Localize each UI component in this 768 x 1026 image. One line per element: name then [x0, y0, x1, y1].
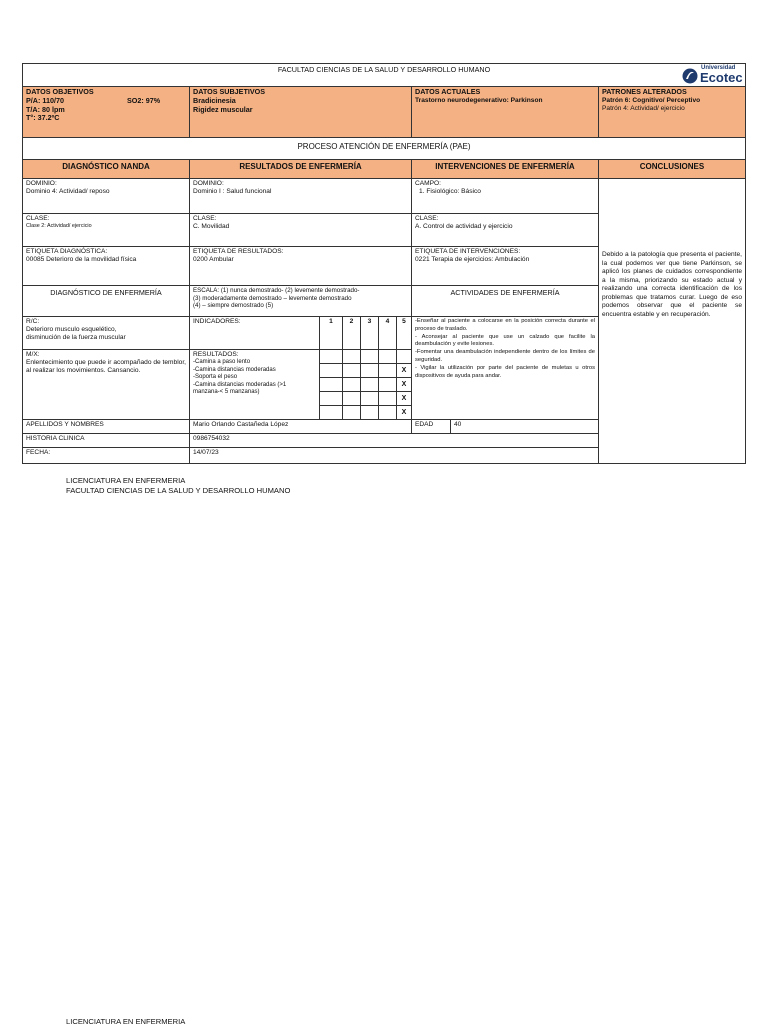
edad-value: 40: [454, 421, 462, 428]
int-clase-value: A. Control de actividad y ejercicio: [415, 223, 513, 231]
actividades-title-cell: [411, 285, 599, 317]
scale-header-2: 2: [342, 316, 361, 350]
edad-label: EDAD: [415, 421, 434, 428]
int-campo: [411, 178, 599, 214]
resultados-list-cell: [189, 349, 320, 420]
apellidos-label-cell: [22, 419, 190, 434]
fecha-value-cell: [189, 447, 599, 464]
conclusion-cell: [598, 178, 746, 464]
nanda-clase: [22, 213, 190, 247]
datos-subjetivos: [189, 86, 412, 138]
logo-small-text: Universidad: [701, 65, 736, 71]
resultado-item: -Camina distancias moderadas (>1: [193, 381, 287, 388]
actividad-item: -Enseñar al paciente a colocarse en la posición correcta durante el proceso de traslado.: [415, 318, 595, 332]
col-resultados: RESULTADOS DE ENFERMERÍA: [189, 159, 412, 179]
conclusion-text: Debido a la patología que presenta el paciente, la cual podemos ver que tiene Parkinson, se aplicó los planes de cuidados correspondiente a la misma, priorizando su estado actual y realizando una correcta identificación de los problemas que tratamos curar. Luego de eso podemos observar que el paciente se encuentra estable y en recuperación.: [602, 251, 742, 318]
int-etiqueta: [411, 246, 599, 286]
nanda-clase-value: Clase 2: Actividad/ ejercicio: [26, 223, 92, 230]
res-clase: [189, 213, 412, 247]
ta-value: T/A: 80 lpm: [26, 104, 65, 114]
resultados-label: RESULTADOS:: [193, 351, 239, 358]
resultado-item: manzana-< 5 manzanas): [193, 389, 260, 396]
col-nanda: DIAGNÓSTICO NANDA: [22, 159, 190, 179]
campo-value: 1. Fisiológico: Básico: [419, 188, 481, 196]
scale-grid-cell: [342, 363, 361, 378]
datos-objetivos-title: DATOS OBJETIVOS: [26, 87, 94, 96]
footer-line-2: FACULTAD CIENCIAS DE LA SALUD Y DESARROLLO HUMANO: [66, 485, 291, 495]
int-etiqueta-label: ETIQUETA DE INTERVENCIONES:: [415, 248, 521, 255]
mx-label: M/X:: [26, 351, 40, 358]
res-dominio: [189, 178, 412, 214]
res-etiqueta: [189, 246, 412, 286]
university-logo: [682, 65, 744, 87]
campo-label: CAMPO:: [415, 180, 442, 187]
nanda-clase-label: CLASE:: [26, 215, 50, 222]
pae-title: PROCESO ATENCIÓN DE ENFERMERÍA (PAE): [297, 142, 471, 151]
footer: [66, 476, 290, 496]
scale-header-4: 4: [378, 316, 397, 350]
edad-value-cell: [450, 419, 599, 434]
scale-grid-cell: [378, 377, 397, 392]
nanda-etiqueta-value: 00085 Deterioro de la movilidad física: [26, 256, 137, 264]
actividades-title: ACTIVIDADES DE ENFERMERÍA: [450, 288, 560, 297]
scale-grid-cell: [396, 349, 412, 364]
scale-grid-cell: [342, 405, 361, 420]
apellidos-value: Mario Orlando Castañeda López: [193, 421, 289, 428]
edad-label-cell: [411, 419, 451, 434]
fecha-value: 14/07/23: [193, 449, 219, 456]
res-clase-value: C. Movilidad: [193, 223, 230, 231]
scale-grid-cell: [360, 391, 379, 406]
scale-header-1: 1: [319, 316, 343, 350]
datos-objetivos: [22, 86, 190, 138]
footer-line-1: LICENCIATURA EN ENFERMERIA: [66, 476, 186, 485]
diagnostico-enfermeria-title: DIAGNÓSTICO DE ENFERMERÍA: [50, 288, 162, 297]
scale-grid-cell: [378, 391, 397, 406]
scale-grid-cell: [378, 363, 397, 378]
actividad-item: - Vigilar la utilización por parte del paciente de muletas u otros dispositivos de ayuda para andar.: [415, 364, 595, 379]
nanda-rc: [22, 316, 190, 350]
res-dominio-label: DOMINIO:: [193, 180, 224, 187]
historia-value-cell: [189, 433, 599, 448]
subjetivo-1: Bradicinesia: [193, 95, 236, 105]
nanda-dominio: [22, 178, 190, 214]
scale-grid-cell: [360, 405, 379, 420]
nanda-etiqueta-label: ETIQUETA DIAGNÓSTICA:: [26, 248, 108, 255]
faculty-title: FACULTAD CIENCIAS DE LA SALUD Y DESARROLLO HUMANO: [277, 65, 491, 74]
pae-sheet: [22, 63, 746, 463]
scale-grid-cell: [319, 363, 343, 378]
scale-grid-cell: [360, 377, 379, 392]
apellidos-label: APELLIDOS Y NOMBRES: [26, 421, 104, 428]
patrones-title: PATRONES ALTERADOS: [602, 87, 687, 96]
scale-grid-cell: [319, 391, 343, 406]
actividad-item: -Fomentar una deambulación independiente dentro de los límites de seguridad.: [415, 349, 595, 364]
apellidos-value-cell: [189, 419, 412, 434]
scale-grid-cell: [360, 349, 379, 364]
scale-grid-cell: [360, 363, 379, 378]
indicadores-label: INDICADORES:: [193, 318, 241, 325]
scale-mark: X: [396, 363, 412, 378]
nanda-diag-title-cell: [22, 285, 190, 317]
so2-value: SO2: 97%: [127, 95, 161, 105]
scale-header-3: 3: [360, 316, 379, 350]
pae-title-cell: [22, 137, 746, 160]
scale-grid-cell: [378, 405, 397, 420]
scale-grid-cell: [342, 391, 361, 406]
int-clase: [411, 213, 599, 247]
res-etiqueta-value: 0200 Ambular: [193, 256, 234, 264]
historia-label: HISTORIA CLINICA: [26, 435, 85, 442]
col-conclusiones: CONCLUSIONES: [598, 159, 746, 179]
nanda-etiqueta: [22, 246, 190, 286]
scale-grid-cell: [319, 349, 343, 364]
scale-grid-cell: [342, 349, 361, 364]
int-etiqueta-value: 0221 Terapia de ejercicios: Ambulación: [415, 256, 530, 264]
historia-label-cell: [22, 433, 190, 448]
actividad-item: - Aconsejar al paciente que use un calzado que facilite la deambulación y evite lesiones.: [415, 333, 595, 348]
col-intervenciones: INTERVENCIONES DE ENFERMERÍA: [411, 159, 599, 179]
datos-actuales-title: DATOS ACTUALES: [415, 87, 481, 96]
escala-line-2: (3) moderadamente demostrado – levemente demostrado: [193, 294, 352, 302]
scale-grid-cell: [319, 377, 343, 392]
rc-label: R/C:: [26, 318, 40, 325]
scale-grid-cell: [342, 377, 361, 392]
resultado-item: -Camina distancias moderadas: [193, 366, 276, 373]
rc-line-1: Deterioro musculo esquelético,: [26, 326, 117, 334]
mx-value: Enlentecimiento que puede ir acompañado de temblor, al realizar los movimientos. Cansancio.: [26, 359, 186, 375]
actual-1: Trastorno neurodegenerativo: Parkinson: [415, 96, 543, 104]
historia-value: 0986754032: [193, 435, 230, 442]
subjetivo-2: Rigidez muscular: [193, 104, 253, 114]
escala-line-3: (4) – siempre demostrado (5): [193, 302, 274, 310]
patron-1: Patrón 6: Cognitivo/ Perceptivo: [602, 96, 701, 104]
actividades-list: [411, 316, 599, 420]
ecotec-emblem-icon: [682, 67, 698, 85]
res-clase-label: CLASE:: [193, 215, 217, 222]
scale-grid-cell: [378, 349, 397, 364]
scale-grid-cell: [319, 405, 343, 420]
patrones-alterados: [598, 86, 746, 138]
res-dominio-value: Dominio I : Salud funcional: [193, 188, 272, 196]
rc-line-2: disminución de la fuerza muscular: [26, 334, 126, 342]
patron-2: Patrón 4: Actividad/ ejercicio: [602, 104, 685, 112]
res-escala: [189, 285, 412, 317]
datos-actuales: [411, 86, 599, 138]
nanda-mx: [22, 349, 190, 420]
scale-mark: X: [396, 377, 412, 392]
resultado-item: -Camina a paso lento: [193, 359, 251, 366]
logo-big-text: Ecotec: [700, 70, 743, 85]
datos-subjetivos-title: DATOS SUBJETIVOS: [193, 87, 266, 96]
footer-cut-line: LICENCIATURA EN ENFERMERIA: [66, 1017, 186, 1026]
indicadores-label-cell: [189, 316, 320, 350]
pa-value: P/A: 110/70: [26, 95, 64, 105]
resultado-item: -Soporta el peso: [193, 374, 238, 381]
int-clase-label: CLASE:: [415, 215, 439, 222]
scale-header-5: 5: [396, 316, 412, 350]
temp-value: T°: 37.2ºC: [26, 113, 60, 123]
nanda-dominio-value: Dominio 4: Actividad/ reposo: [26, 188, 110, 196]
fecha-label: FECHA:: [26, 449, 51, 456]
res-etiqueta-label: ETIQUETA DE RESULTADOS:: [193, 248, 284, 255]
scale-mark: X: [396, 391, 412, 406]
header-cell: [22, 63, 746, 87]
fecha-label-cell: [22, 447, 190, 464]
scale-mark: X: [396, 405, 412, 420]
escala-line-1: ESCALA: (1) nunca demostrado- (2) levemente demostrado-: [193, 287, 360, 294]
nanda-dominio-label: DOMINIO:: [26, 180, 57, 187]
